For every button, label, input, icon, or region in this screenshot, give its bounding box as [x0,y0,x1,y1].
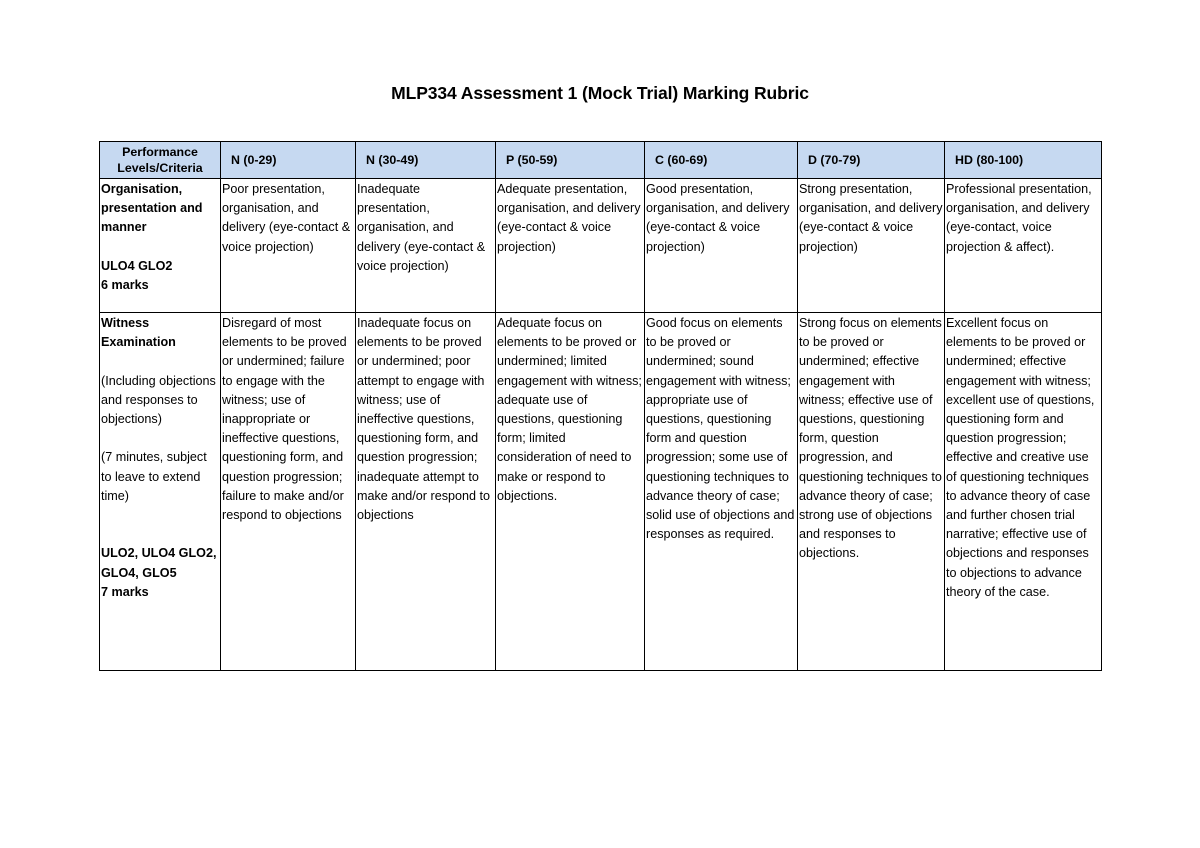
rubric-cell: Strong presentation, organisation, and delivery (eye-contact & voice projection) [798,179,945,313]
rubric-cell: Disregard of most elements to be proved or undermined; failure to engage with the witness; use of inappropriate or ineffective questions, questioning form, and question progression; failure to make and/or respond to objections [221,313,356,671]
header-hd-80-100: HD (80-100) [945,142,1102,179]
criterion-outcomes: ULO2, ULO4 GLO2, GLO4, GLO5 [101,546,217,580]
rubric-cell: Inadequate focus on elements to be proved or undermined; poor attempt to engage with witness; use of ineffective questions, questioning form, and question progression; inadequate attempt to make and/or respond to objections [356,313,496,671]
rubric-cell: Good presentation, organisation, and delivery (eye-contact & voice projection) [645,179,798,313]
rubric-cell: Professional presentation, organisation, and delivery (eye-contact, voice projection & affect). [945,179,1102,313]
page-title: MLP334 Assessment 1 (Mock Trial) Marking Rubric [391,83,809,103]
header-c-60-69: C (60-69) [645,142,798,179]
criterion-marks: 7 marks [101,584,149,599]
header-d-70-79: D (70-79) [798,142,945,179]
rubric-cell: Poor presentation, organisation, and delivery (eye-contact & voice projection) [221,179,356,313]
criterion-marks: 6 marks [101,278,149,292]
criterion-note: (Including objections and responses to objections) [101,373,216,426]
marking-rubric-table [99,141,1102,671]
header-n-0-29: N (0-29) [221,142,356,179]
header-performance-levels: Performance Levels/Criteria [100,142,221,179]
criterion-name: Organisation, presentation and manner [101,182,203,235]
rubric-cell: Inadequate presentation, organisation, and delivery (eye-contact & voice projection) [356,179,496,313]
rubric-cell: Adequate presentation, organisation, and delivery (eye-contact & voice projection) [496,179,645,313]
criterion-name: Witness Examination [101,316,176,350]
header-p-50-59: P (50-59) [496,142,645,179]
header-n-30-49: N (30-49) [356,142,496,179]
header-row [100,142,1102,179]
table-row [100,179,1102,313]
criterion-cell [100,179,221,313]
criterion-time: (7 minutes, subject to leave to extend time) [101,450,207,503]
table-row [100,313,1102,671]
rubric-cell: Good focus on elements to be proved or undermined; sound engagement with witness; appropriate use of questions, questioning form and question progression; some use of questioning techniques to advance theory of case; solid use of objections and responses as required. [645,313,798,671]
criterion-cell [100,313,221,671]
rubric-cell: Strong focus on elements to be proved or undermined; effective engagement with witness; effective use of questions, questioning form, question progression, and questioning techniques to advance theory of case; strong use of objections and responses to objections. [798,313,945,671]
rubric-cell: Adequate focus on elements to be proved or undermined; limited engagement with witness; adequate use of questions, questioning form; limited consideration of need to make or respond to objections. [496,313,645,671]
criterion-outcomes: ULO4 GLO2 [101,258,173,273]
rubric-cell: Excellent focus on elements to be proved or undermined; effective engagement with witness; excellent use of questions, questioning form and question progression; effective and creative use of questioning techniques to advance theory of case and further chosen trial narrative; effective use of objections and responses to objections to advance theory of the case. [945,313,1102,671]
